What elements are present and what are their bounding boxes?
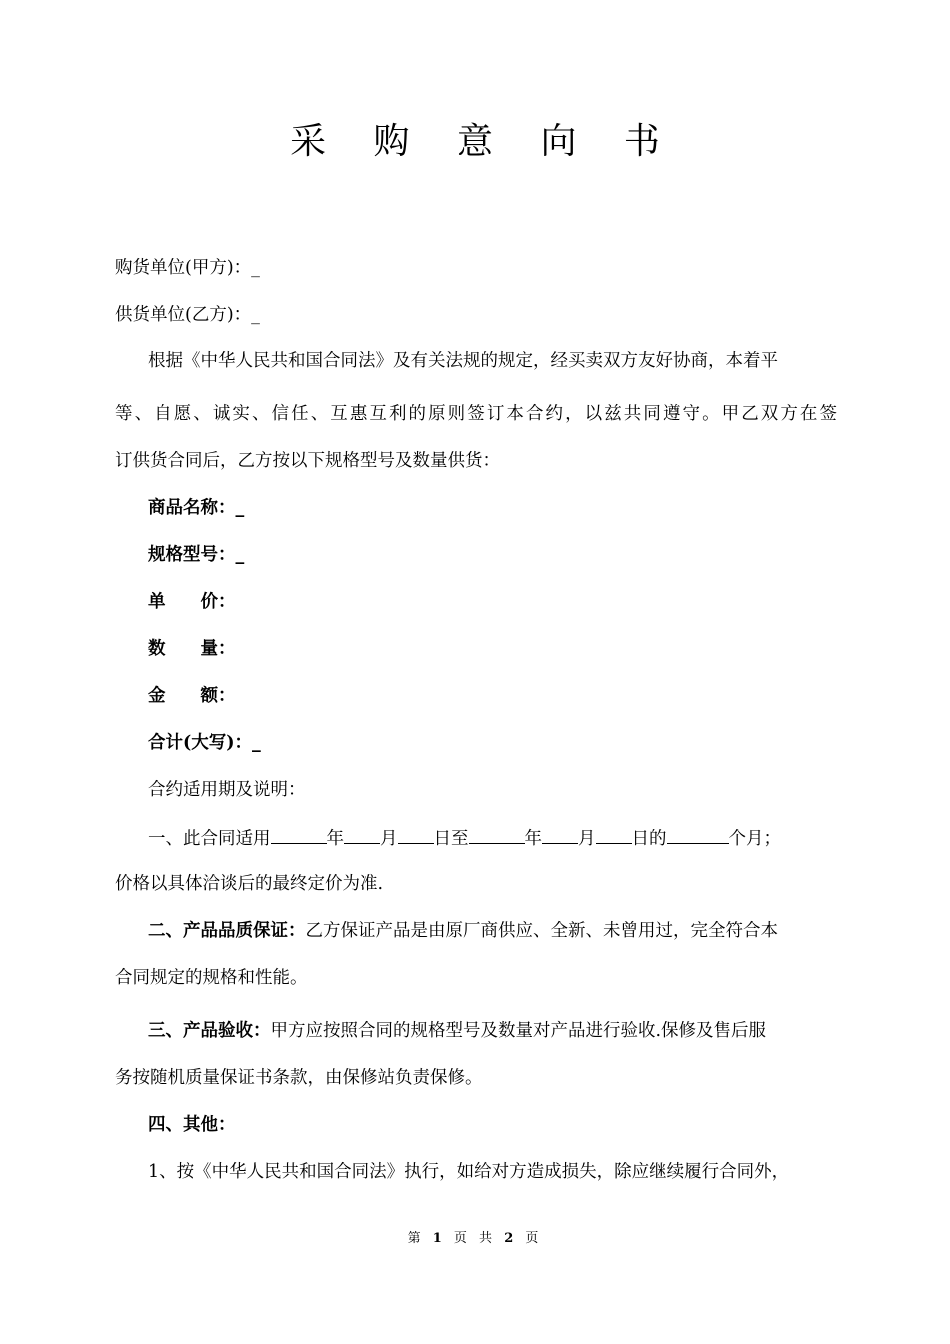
field-total: 合计(大写)：_ [148, 733, 261, 753]
label-year-2: 年 [524, 829, 542, 849]
clause-2-line-1 [148, 917, 778, 945]
field-unit-price: 单 价： [148, 592, 236, 612]
intro-line-2: 等、自愿、诚实、信任、互惠互利的原则签订本合约，以兹共同遵守。甲乙双方在签 [115, 404, 837, 424]
footer-text-2: 页 共 [453, 1231, 497, 1246]
clause-4-item-1: 1、按《中华人民共和国合同法》执行，如给对方造成损失，除应继续履行合同外， [148, 1162, 790, 1182]
field-model: 规格型号：_ [148, 545, 245, 565]
page-number: 1 [432, 1231, 446, 1246]
clause-3-label: 三、产品验收： [148, 1021, 271, 1041]
field-quantity: 数 量： [148, 639, 236, 659]
blank-year-1 [271, 823, 327, 844]
total-pages: 2 [504, 1231, 518, 1246]
document-title: 采 购 意 向 书 [290, 121, 678, 162]
blank-day-1 [398, 823, 434, 844]
field-amount: 金 额： [148, 686, 236, 706]
buyer-line: 购货单位(甲方)：_ [115, 258, 260, 278]
validity-prefix: 一、此合同适用 [148, 829, 271, 849]
label-year-1: 年 [326, 829, 344, 849]
label-months: 个月； [728, 829, 781, 849]
blank-month-2 [542, 823, 578, 844]
validity-heading: 合约适用期及说明： [148, 780, 306, 800]
intro-line-1: 根据《中华人民共和国合同法》及有关法规的规定，经买卖双方友好协商，本着平 [148, 351, 778, 371]
page-footer [0, 1229, 950, 1249]
blank-months [667, 823, 729, 844]
label-day-1: 日至 [433, 829, 469, 849]
intro-line-3: 订供货合同后，乙方按以下规格型号及数量供货： [115, 451, 500, 471]
clause-2-text: 乙方保证产品是由原厂商供应、全新、未曾用过，完全符合本 [305, 921, 778, 941]
blank-day-2 [596, 823, 632, 844]
clause-3-text: 甲方应按照合同的规格型号及数量对产品进行验收.保修及售后服 [270, 1021, 767, 1041]
supplier-line: 供货单位(乙方)：_ [115, 305, 260, 325]
clause-2-label: 二、产品品质保证： [148, 921, 306, 941]
footer-text-1: 第 [407, 1231, 425, 1246]
validity-line [148, 823, 781, 853]
clause-3-line-2: 务按随机质量保证书条款，由保修站负责保修。 [115, 1068, 483, 1088]
field-product-name: 商品名称：_ [148, 498, 245, 518]
blank-year-2 [469, 823, 525, 844]
clause-4-heading: 四、其他： [148, 1115, 236, 1135]
validity-line-2: 价格以具体洽谈后的最终定价为准. [115, 874, 384, 894]
label-month-2: 月 [578, 829, 596, 849]
label-month-1: 月 [380, 829, 398, 849]
blank-month-1 [344, 823, 380, 844]
clause-2-line-2: 合同规定的规格和性能。 [115, 968, 308, 988]
footer-text-3: 页 [525, 1231, 543, 1246]
clause-3-line-1 [148, 1017, 766, 1045]
label-day-2: 日的 [631, 829, 667, 849]
